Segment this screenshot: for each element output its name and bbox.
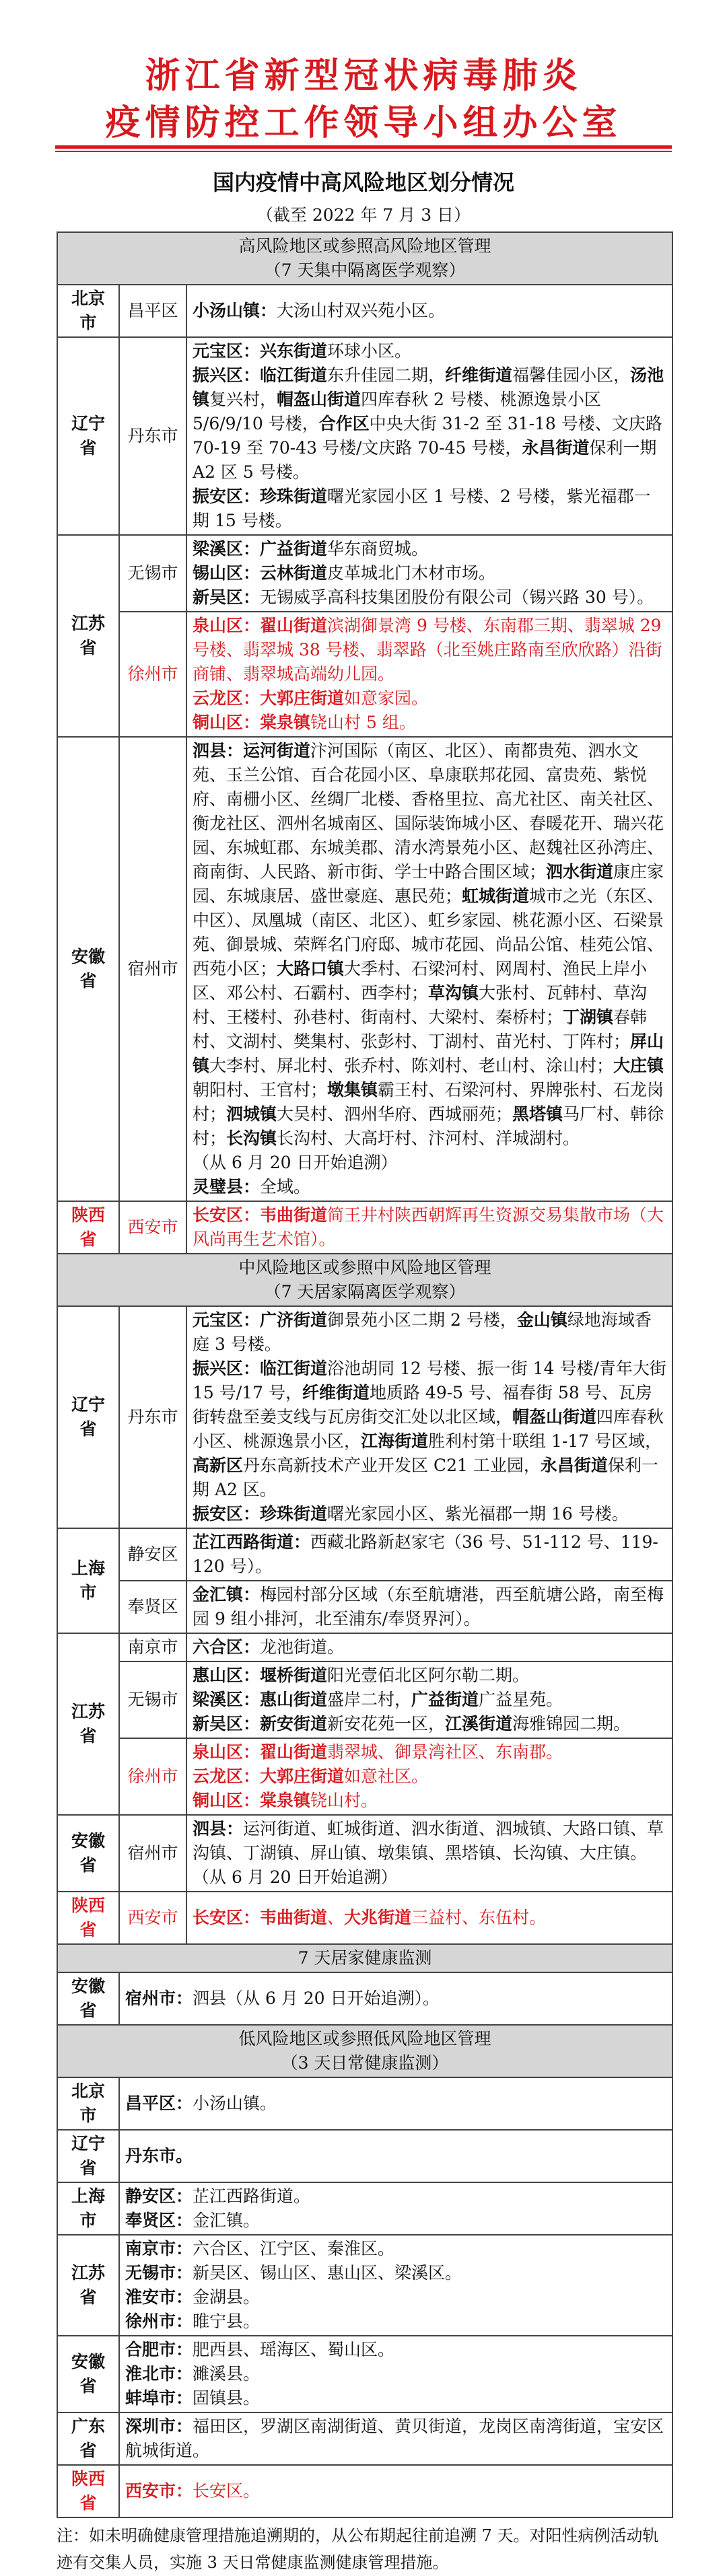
medium-risk-section-header xyxy=(57,1254,672,1306)
detail-line xyxy=(193,485,666,533)
high-risk-section-header xyxy=(57,232,672,285)
detail-text: 运河街道、虹城街道、泗水街道、泗城镇、大路口镇、草沟镇、丁湖镇、屏山镇、墩集镇、黑塔镇、长沟镇、大庄镇。 xyxy=(193,1819,664,1863)
detail-cell xyxy=(119,2130,672,2182)
detail-text: 海雅锦园二期。 xyxy=(512,1714,631,1733)
detail-cell xyxy=(186,1306,672,1528)
detail-bold-text: 泗县： xyxy=(193,1819,244,1838)
table-row xyxy=(57,285,672,337)
detail-text: 固镇县。 xyxy=(193,2388,261,2408)
detail-text: 绿地海域香庭 3 号楼。 xyxy=(193,1310,652,1354)
detail-line xyxy=(125,2261,666,2285)
section-subheading: （7 天集中隔离医学观察） xyxy=(264,260,466,280)
city-cell: 昌平区 xyxy=(119,285,186,337)
detail-bold-text: 运河街道 xyxy=(243,741,311,760)
detail-line xyxy=(193,1789,666,1813)
detail-line xyxy=(193,1357,666,1502)
table-row xyxy=(57,2130,672,2182)
detail-bold-text: 大郭庄街道 xyxy=(260,1766,345,1786)
detail-line xyxy=(125,2479,666,2503)
detail-bold-text: 高新区 xyxy=(193,1456,244,1475)
detail-bold-text: 静安区： xyxy=(125,2186,193,2206)
section-heading: 高风险地区或参照高风险地区管理 xyxy=(238,236,491,256)
document-title: 国内疫情中高风险地区划分情况 xyxy=(212,170,514,195)
detail-text: 环球小区。 xyxy=(327,341,412,361)
table-row xyxy=(57,737,672,1201)
section-heading: 7 天居家健康监测 xyxy=(57,1944,672,1972)
detail-bold-text: 帽盔山街道 xyxy=(512,1407,597,1427)
detail-bold-text: 新吴区： xyxy=(193,1714,261,1733)
detail-line xyxy=(125,2184,666,2209)
detail-bold-text: 帽盔山街道 xyxy=(277,390,361,409)
detail-line xyxy=(193,1688,666,1712)
detail-line xyxy=(193,1175,666,1199)
detail-bold-text: 大庄镇 xyxy=(613,1056,664,1075)
province-cell: 江苏省 xyxy=(57,535,119,737)
detail-line xyxy=(125,2285,666,2310)
province-cell: 辽宁省 xyxy=(57,337,119,535)
detail-bold-text: 昌平区： xyxy=(125,2094,193,2113)
detail-text: 四库春秋小区、桃源逸景小区， xyxy=(193,1407,664,1451)
detail-bold-text: 锡山区： xyxy=(193,563,261,583)
detail-text: 霸王村、石梁河村、界牌张村、石龙岗村； xyxy=(193,1080,664,1124)
province-cell: 安徽省 xyxy=(57,1972,119,2025)
detail-line xyxy=(193,585,666,610)
detail-cell xyxy=(186,1528,672,1581)
detail-bold-text: 泉山区： xyxy=(193,616,261,635)
detail-bold-text: 虹城街道 xyxy=(462,886,530,906)
detail-line xyxy=(125,2091,666,2116)
detail-bold-text: 铜山区： xyxy=(193,1791,261,1810)
table-row xyxy=(57,2465,672,2517)
detail-text: 三益村、东伍村。 xyxy=(411,1908,547,1927)
detail-bold-text: 临江街道 xyxy=(260,365,328,385)
detail-cell xyxy=(119,2412,672,2465)
detail-bold-text: 徐州市： xyxy=(125,2312,193,2331)
detail-text: 铙山村。 xyxy=(310,1791,378,1810)
city-cell: 静安区 xyxy=(119,1528,186,1581)
detail-line xyxy=(193,561,666,585)
detail-text: 保利一期 A2 区。 xyxy=(193,1456,658,1499)
section-subheading: （3 天日常健康监测） xyxy=(281,2053,449,2073)
detail-line xyxy=(125,2237,666,2261)
detail-text: 大季村、石梁河村、网周村、渔民上岸小区、邓公村、石霸村、西李村； xyxy=(193,959,648,1003)
detail-bold-text: 广益街道 xyxy=(260,539,328,559)
detail-cell xyxy=(186,1661,672,1738)
detail-bold-text: 兴东街道 xyxy=(260,341,328,361)
province-cell: 北京市 xyxy=(57,285,119,337)
detail-cell xyxy=(186,285,672,337)
detail-cell xyxy=(186,535,672,612)
detail-text: 龙池街道。 xyxy=(260,1637,345,1657)
detail-bold-text: 泗县： xyxy=(193,741,244,760)
detail-bold-text: 大兆街道 xyxy=(344,1908,412,1927)
detail-text: 梅园村部分区域（东至航塘港，西至航塘公路，南至梅园 9 组小排河，北至浦东/奉贤界河）。 xyxy=(193,1585,664,1629)
detail-bold-text: 长沟镇 xyxy=(226,1129,277,1148)
detail-bold-text: 金汇镇： xyxy=(193,1585,261,1604)
detail-bold-text: 屏山镇 xyxy=(193,1032,664,1075)
detail-line xyxy=(125,2144,666,2168)
detail-bold-text: 淮北市： xyxy=(125,2364,193,2384)
detail-text: 简王井村陕西朝辉再生资源交易集散市场（大风尚再生艺术馆）。 xyxy=(193,1205,664,1249)
detail-bold-text: 韦曲街道 xyxy=(260,1205,328,1225)
detail-bold-text: 汤池镇 xyxy=(193,365,664,409)
detail-text: 西藏北路新赵家宅（36 号、51-112 号、119-120 号）。 xyxy=(193,1532,658,1576)
detail-text: 大吴村、泗州华府、西城丽苑； xyxy=(277,1104,513,1124)
table-row xyxy=(57,612,672,737)
detail-cell xyxy=(119,2235,672,2336)
city-cell: 徐州市 xyxy=(119,612,186,737)
detail-line xyxy=(193,1865,666,1890)
detail-text: 康庄家园、东城康居、盛世豪庭、惠民苑； xyxy=(193,862,664,906)
header-thick-rule xyxy=(55,145,672,149)
detail-cell xyxy=(119,2182,672,2235)
province-cell: 上海市 xyxy=(57,1528,119,1633)
detail-text: 如意社区。 xyxy=(344,1766,429,1786)
city-cell: 徐州市 xyxy=(119,1738,186,1815)
detail-text: 城市之光（东区、中区）、凤凰城（南区、北区）、虹乡家园、桃花源小区、石梁景苑、御景城、荣辉名门府邸、城市花园、尚品公馆、桂苑公馆、西苑小区； xyxy=(193,886,664,978)
detail-text: 阳光壹佰北区阿尔勒二期。 xyxy=(327,1666,530,1685)
detail-line xyxy=(193,363,666,485)
detail-bold-text: 长安区： xyxy=(193,1908,261,1927)
table-row xyxy=(57,1581,672,1633)
detail-text: 曙光家园小区 1 号楼、2 号楼，紫光福郡一期 15 号楼。 xyxy=(193,487,651,530)
detail-text: 地质路 49-5 号、福春街 58 号、瓦房街转盘至姜支线与瓦房街交汇处以北区域， xyxy=(193,1383,652,1427)
detail-line xyxy=(193,339,666,363)
detail-bold-text: 泗城镇 xyxy=(226,1104,277,1124)
detail-bold-text: 深圳市： xyxy=(125,2417,193,2436)
detail-bold-text: 永昌街道 xyxy=(522,438,590,458)
table-row xyxy=(57,1528,672,1581)
province-cell: 辽宁省 xyxy=(57,2130,119,2182)
footnote: 注：如未明确健康管理措施追溯期的，从公布期起往前追溯 7 天。对阳性病例活动轨迹有交集人员，实施 3 天日常健康监测健康管理措施。 xyxy=(57,2526,659,2572)
detail-cell xyxy=(119,1972,672,2025)
province-cell: 陕西省 xyxy=(57,1201,119,1254)
detail-line xyxy=(125,2386,666,2410)
detail-text: 金湖县。 xyxy=(193,2287,261,2307)
detail-text: 御景苑小区二期 2 号楼， xyxy=(327,1310,517,1330)
detail-text: 铙山村 5 组。 xyxy=(310,713,416,732)
detail-bold-text: 振安区： xyxy=(193,487,261,506)
detail-text: 盛岸二村， xyxy=(327,1690,412,1709)
detail-text: 翡翠城、御景湾社区、东南郡。 xyxy=(327,1742,563,1762)
detail-text: 朝阳村、王官村； xyxy=(193,1080,328,1100)
table-row xyxy=(57,2077,672,2130)
detail-bold-text: 新吴区： xyxy=(193,587,261,607)
detail-text: 长安区。 xyxy=(193,2481,261,2501)
table-row xyxy=(57,1201,672,1254)
detail-text: 六合区、江宁区、秦淮区。 xyxy=(193,2239,395,2258)
detail-bold-text: 草沟镇 xyxy=(428,983,479,1003)
detail-bold-text: 丹东市。 xyxy=(125,2146,193,2166)
detail-text: 大李村、屏北村、张乔村、陈刘村、老山村、涂山村； xyxy=(209,1056,614,1075)
province-cell: 江苏省 xyxy=(57,2235,119,2336)
province-cell: 广东省 xyxy=(57,2412,119,2465)
detail-bold-text: 铜山区： xyxy=(193,713,261,732)
detail-bold-text: 六合区： xyxy=(193,1637,261,1657)
detail-bold-text: 西安市： xyxy=(125,2481,193,2501)
detail-bold-text: 临江街道 xyxy=(260,1359,328,1378)
city-cell: 西安市 xyxy=(119,1892,186,1944)
detail-bold-text: 广益街道 xyxy=(411,1690,479,1709)
table-row xyxy=(57,535,672,612)
detail-cell xyxy=(186,1201,672,1254)
detail-text: 睢宁县。 xyxy=(193,2312,261,2331)
detail-bold-text: 泗水街道 xyxy=(546,862,614,882)
detail-line xyxy=(193,1764,666,1789)
detail-text: 无锡威孚高科技集团股份有限公司（锡兴路 30 号）。 xyxy=(260,587,654,607)
detail-cell xyxy=(186,612,672,737)
detail-bold-text: 黑塔镇 xyxy=(512,1104,563,1124)
detail-bold-text: 棠泉镇 xyxy=(260,713,311,732)
detail-text: 曙光家园小区、紫光福郡一期 16 号楼。 xyxy=(327,1504,629,1524)
section-heading: 低风险地区或参照低风险地区管理 xyxy=(238,2029,491,2048)
table-row xyxy=(57,1892,672,1944)
detail-cell xyxy=(119,2336,672,2412)
detail-bold-text: 蚌埠市： xyxy=(125,2388,193,2408)
detail-line xyxy=(193,1151,666,1175)
detail-bold-text: 珍珠街道 xyxy=(260,487,328,506)
table-row xyxy=(57,1738,672,1815)
detail-line xyxy=(125,2338,666,2362)
table-row xyxy=(57,1815,672,1892)
detail-bold-text: 淮安市： xyxy=(125,2287,193,2307)
detail-bold-text: 墩集镇 xyxy=(327,1080,378,1100)
detail-text: （从 6 月 20 日开始追溯） xyxy=(193,1867,398,1887)
province-cell: 陕西省 xyxy=(57,1892,119,1944)
detail-line xyxy=(125,2209,666,2233)
detail-line xyxy=(125,2362,666,2386)
detail-text: 四库春秋 2 号楼、桃源逸景小区 5/6/9/10 号楼， xyxy=(193,390,601,433)
detail-text: 汴河国际（南区、北区）、南都贵苑、泗水文苑、玉兰公馆、百合花园小区、阜康联邦花园、富贵苑、紫悦府、南栅小区、丝绸厂北楼、香格里拉、高尤社区、南关社区、衡龙社区、泗州名城南区、国际装饰城小区、春暖花开、瑞兴花园、东城虹郡、东城美郡、清水湾景苑小区、赵魏社区孙湾庄、商南街、人民路、新市街、学士中路合围区域； xyxy=(193,741,664,882)
health-monitor-section-header xyxy=(57,1944,672,1972)
table-row xyxy=(57,1661,672,1738)
detail-bold-text: 云林街道 xyxy=(260,563,328,583)
detail-bold-text: 韦曲街道 xyxy=(260,1908,328,1927)
header-thin-rule xyxy=(55,151,672,152)
detail-bold-text: 宿州市： xyxy=(125,1989,193,2008)
detail-text: 新安花苑一区， xyxy=(327,1714,446,1733)
detail-text: 丹东高新技术产业开发区 C21 工业园， xyxy=(243,1456,541,1475)
detail-text: 大张村、瓦韩村、草沟村、王楼村、孙巷村、街南村、大梁村、秦桥村； xyxy=(193,983,648,1027)
detail-cell xyxy=(186,1738,672,1815)
detail-line xyxy=(125,2310,666,2334)
section-subheading: （7 天居家隔离医学观察） xyxy=(264,1282,466,1301)
risk-area-table xyxy=(57,231,673,2518)
detail-text: 肥西县、瑶海区、蜀山区。 xyxy=(193,2340,395,2359)
detail-bold-text: 元宝区： xyxy=(193,1310,261,1330)
document-date: （截至 2022 年 7 月 3 日） xyxy=(256,205,471,225)
detail-bold-text: 合作区 xyxy=(318,414,370,433)
detail-cell xyxy=(119,2077,672,2130)
detail-bold-text: 灵璧县： xyxy=(193,1177,261,1196)
detail-bold-text: 金山镇 xyxy=(516,1310,567,1330)
detail-bold-text: 云龙区： xyxy=(193,688,261,708)
province-cell: 陕西省 xyxy=(57,2465,119,2517)
detail-bold-text: 梁溪区： xyxy=(193,539,261,559)
city-cell: 南京市 xyxy=(119,1633,186,1661)
province-cell: 辽宁省 xyxy=(57,1306,119,1528)
detail-line xyxy=(193,686,666,711)
detail-text: 金汇镇。 xyxy=(193,2211,261,2230)
detail-bold-text: 长安区： xyxy=(193,1205,261,1225)
detail-bold-text: 新安街道 xyxy=(260,1714,328,1733)
detail-line xyxy=(193,1663,666,1688)
detail-bold-text: 纤维街道 xyxy=(445,365,513,385)
header-org-line2: 疫情防控工作领导小组办公室 xyxy=(105,102,622,143)
detail-bold-text: 元宝区： xyxy=(193,341,261,361)
detail-text: 长沟村、大高圩村、汴河村、洋城湖村。 xyxy=(277,1129,580,1148)
city-cell: 丹东市 xyxy=(119,337,186,535)
detail-bold-text: 无锡市： xyxy=(125,2263,193,2283)
detail-bold-text: 南京市： xyxy=(125,2239,193,2258)
province-cell: 北京市 xyxy=(57,2077,119,2130)
city-cell: 西安市 xyxy=(119,1201,186,1254)
detail-bold-text: 奉贤区： xyxy=(125,2211,193,2230)
province-cell: 安徽省 xyxy=(57,2336,119,2412)
detail-text: 小汤山镇。 xyxy=(193,2094,277,2113)
province-cell: 上海市 xyxy=(57,2182,119,2235)
detail-cell xyxy=(119,2465,672,2517)
detail-line xyxy=(125,2414,666,2463)
city-cell: 宿州市 xyxy=(119,1815,186,1892)
document-header xyxy=(0,0,727,156)
city-cell: 丹东市 xyxy=(119,1306,186,1528)
detail-bold-text: 振兴区： xyxy=(193,365,261,385)
low-risk-rows xyxy=(57,2077,672,2517)
detail-bold-text: 惠山街道 xyxy=(260,1690,328,1709)
detail-text: 广益星苑。 xyxy=(479,1690,563,1709)
detail-bold-text: 芷江西路街道： xyxy=(193,1532,311,1552)
detail-cell xyxy=(186,737,672,1201)
detail-text: 中央大街 31-2 至 31-18 号楼、文庆路 70-19 至 70-43 号楼/文庆路 70-45 号楼， xyxy=(193,414,662,458)
detail-bold-text: 泉山区： xyxy=(193,1742,261,1762)
detail-line xyxy=(193,739,666,1151)
table-row xyxy=(57,337,672,535)
detail-text: 大汤山村双兴苑小区。 xyxy=(277,301,446,320)
detail-text: 福田区，罗湖区南湖街道、黄贝街道，龙岗区南湾街道，宝安区航城街道。 xyxy=(125,2417,664,2460)
header-org-line1: 浙江省新型冠状病毒肺炎 xyxy=(145,55,582,96)
detail-bold-text: 惠山区： xyxy=(193,1666,261,1685)
detail-line xyxy=(193,1740,666,1764)
detail-text: 新吴区、锡山区、惠山区、梁溪区。 xyxy=(193,2263,462,2283)
table-row xyxy=(57,1306,672,1528)
detail-cell xyxy=(186,1633,672,1661)
detail-text: 全域。 xyxy=(260,1177,311,1196)
detail-bold-text: 纤维街道 xyxy=(302,1383,370,1402)
detail-text: 、 xyxy=(327,1908,345,1927)
detail-line xyxy=(193,537,666,561)
detail-text: 芷江西路街道。 xyxy=(193,2186,311,2206)
province-cell: 安徽省 xyxy=(57,1815,119,1892)
city-cell: 奉贤区 xyxy=(119,1581,186,1633)
detail-line xyxy=(193,711,666,735)
detail-text: 保利一期 A2 区 5 号楼。 xyxy=(193,438,657,482)
detail-bold-text: 珍珠街道 xyxy=(260,1504,328,1524)
detail-text: 东升佳园二期， xyxy=(327,365,446,385)
detail-bold-text: 永昌街道 xyxy=(540,1456,608,1475)
detail-bold-text: 大路口镇 xyxy=(277,959,345,978)
detail-text: 马厂村、韩徐村； xyxy=(193,1104,664,1148)
city-cell: 无锡市 xyxy=(119,535,186,612)
detail-cell xyxy=(186,337,672,535)
table-row xyxy=(57,1972,672,2025)
table-row xyxy=(57,2412,672,2465)
detail-cell xyxy=(186,1815,672,1892)
detail-bold-text: 振安区： xyxy=(193,1504,261,1524)
detail-bold-text: 合肥市： xyxy=(125,2340,193,2359)
detail-text: 如意家园。 xyxy=(344,688,429,708)
city-cell: 宿州市 xyxy=(119,737,186,1201)
low-risk-section-header xyxy=(57,2025,672,2077)
detail-bold-text: 翟山街道 xyxy=(260,616,328,635)
detail-bold-text: 翟山街道 xyxy=(260,1742,328,1762)
table-row xyxy=(57,2336,672,2412)
detail-line xyxy=(193,614,666,686)
detail-cell xyxy=(186,1892,672,1944)
detail-text: 泗县（从 6 月 20 日开始追溯）。 xyxy=(193,1989,440,2008)
detail-bold-text: 江海街道 xyxy=(361,1431,429,1451)
detail-cell xyxy=(186,1581,672,1633)
table-row xyxy=(57,2235,672,2336)
detail-text: 胜利村第十联组 1-17 号区域， xyxy=(428,1431,662,1451)
detail-text: 复兴村， xyxy=(209,390,277,409)
section-heading: 中风险地区或参照中风险地区管理 xyxy=(238,1258,491,1277)
detail-text: 皮革城北门木材市场。 xyxy=(327,563,496,583)
province-cell: 江苏省 xyxy=(57,1633,119,1815)
detail-line xyxy=(193,1817,666,1865)
detail-text: 濉溪县。 xyxy=(193,2364,261,2384)
province-cell: 安徽省 xyxy=(57,737,119,1201)
detail-bold-text: 小汤山镇： xyxy=(193,301,277,320)
detail-bold-text: 云龙区： xyxy=(193,1766,261,1786)
detail-bold-text: 大郭庄街道 xyxy=(260,688,345,708)
detail-bold-text: 梁溪区： xyxy=(193,1690,261,1709)
detail-line xyxy=(193,1712,666,1736)
detail-bold-text: 丁湖镇 xyxy=(563,1007,614,1027)
detail-text: 华东商贸城。 xyxy=(327,539,429,559)
detail-text: 滨湖御景湾 9 号楼、东南郡三期、翡翠城 29 号楼、翡翠城 38 号楼、翡翠路（北至姚庄路南至欣欣路）沿街商铺、翡翠城高端幼儿园。 xyxy=(193,616,662,684)
detail-text: 春韩村、文湖村、樊集村、张彭村、丁湖村、苗光村、丁阵村； xyxy=(193,1007,648,1051)
table-row xyxy=(57,2182,672,2235)
detail-line xyxy=(193,1502,666,1526)
city-cell: 无锡市 xyxy=(119,1661,186,1738)
detail-text: （从 6 月 20 日开始追溯） xyxy=(193,1153,398,1172)
table-row xyxy=(57,1633,672,1661)
detail-bold-text: 江溪街道 xyxy=(445,1714,513,1733)
detail-text: 福馨佳园小区， xyxy=(512,365,631,385)
detail-bold-text: 堰桥街道 xyxy=(260,1666,328,1685)
detail-bold-text: 广济街道 xyxy=(260,1310,328,1330)
detail-bold-text: 棠泉镇 xyxy=(260,1791,311,1810)
detail-bold-text: 振兴区： xyxy=(193,1359,261,1378)
detail-line xyxy=(193,1308,666,1357)
detail-text: 浴池胡同 12 号楼、振一街 14 号楼/青年大街 15 号/17 号， xyxy=(193,1359,666,1402)
